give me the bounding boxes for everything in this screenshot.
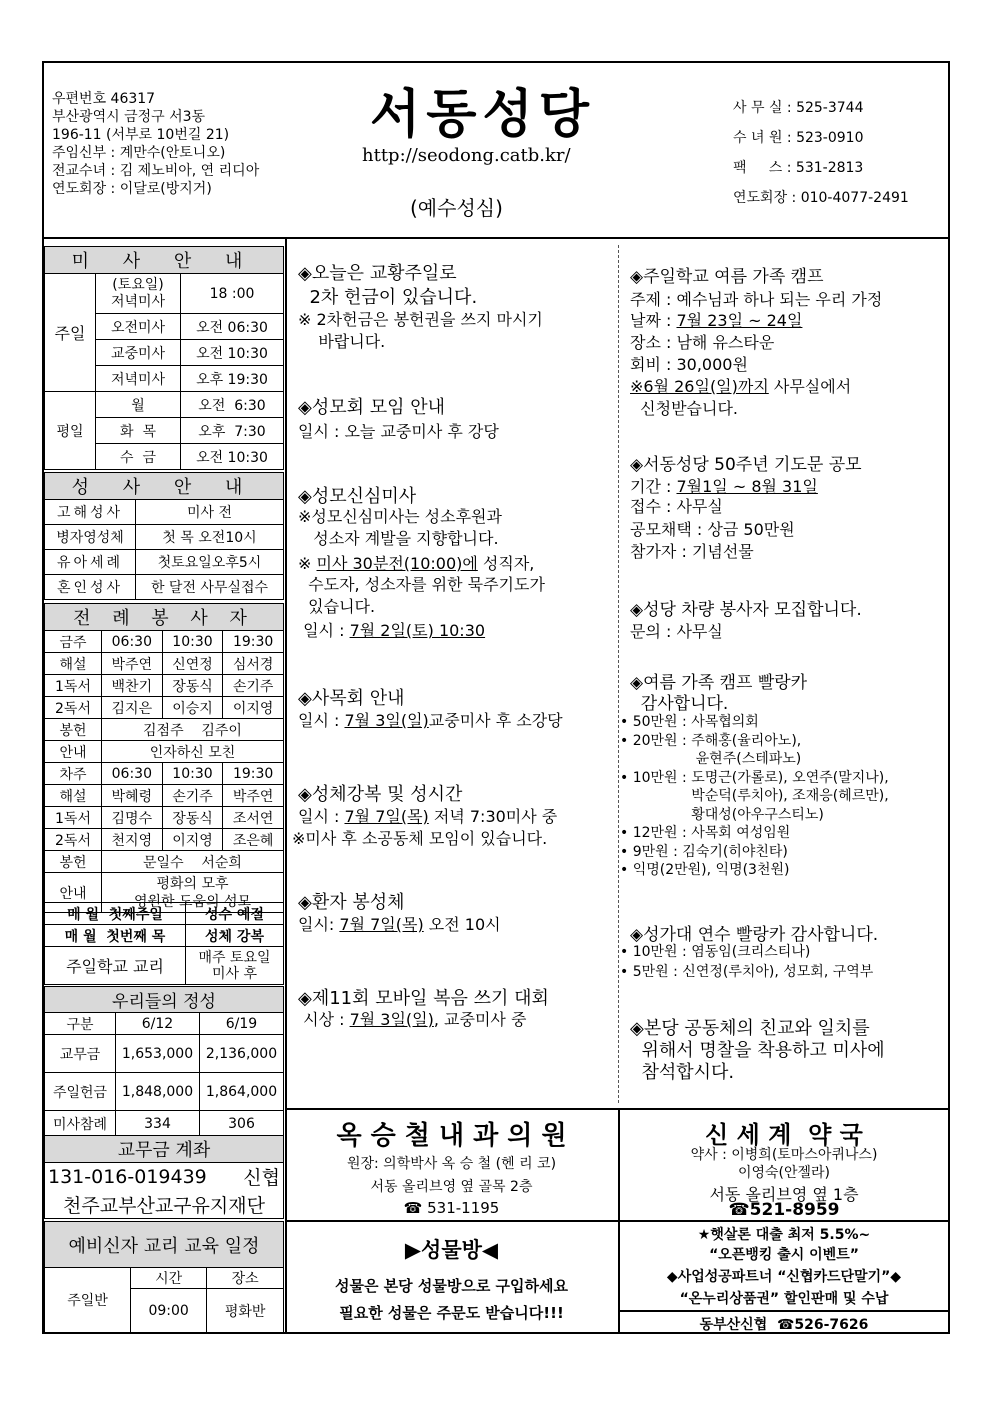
catechumen-title: 예비신자 교리 교육 일정 [45,1222,284,1268]
notice-body: 일시 : 오늘 교중미사 후 강당 [298,422,499,441]
offering-label: 주일헌금 [45,1073,116,1111]
feast-name: (예수성심) [410,196,503,220]
notice-underlined: 7월 2일(토) 10:30 [349,621,486,640]
class-time: 09:00 [131,1289,207,1333]
account-title: 교무금 계좌 [45,1136,284,1163]
servers-title: 전 례 봉 사 자 [45,604,284,631]
notice-text: 교중미사 후 소강당 [428,711,563,730]
server-name: 심서경 [223,653,284,675]
sacrament-title: 성 사 안 내 [45,473,284,500]
server-name: 박주연 [223,785,284,807]
server-name: 박주연 [102,653,163,675]
donor-item: • 익명(2만원), 익명(3천원) [620,862,790,878]
server-role: 안내 [45,741,102,763]
mass-time: 오전 10:30 [181,444,284,470]
notice-body: ※미사 후 소공동체 모임이 있습니다. [292,829,548,848]
contacts [733,93,909,213]
server-name: 천지영 [102,829,163,851]
sacrament-time: 첫토요일오후5시 [136,550,284,575]
server-name: 인자하신 모친 [102,741,284,763]
account-bank: 신협 [236,1163,283,1191]
sunday-school-label: 주일학교 교리 [45,947,186,985]
address-line1: 부산광역시 금정구 서3동 [52,109,206,125]
server-name: 이지영 [162,829,223,851]
donor-text: 익명(2만원), 익명(3천원) [632,862,790,878]
donor-text: 20만원 : 주해홍(율리아노), [632,732,802,749]
server-name: 06:30 [102,763,163,785]
chairman: 연도회장 : 이달로(방지거) [52,181,212,197]
offering-value: 2,136,000 [200,1035,284,1073]
liturgy-servers [44,603,284,913]
camp-apply [630,374,851,397]
mass-name: 저녁미사 [96,366,181,392]
notice-body: ※성모신심미사는 성소후원과 성소자 계발을 지향합니다. [298,507,502,548]
server-role: 1독서 [45,675,102,697]
notice-title: ◈여름 가족 캠프 빨랑카 감사합니다. [630,673,808,714]
donor-item: • 9만원 : 김숙기(히야친타) [620,843,788,860]
sunday-school-time: 매주 토요일 미사 후 [186,947,284,985]
mass-time: 오후 19:30 [181,366,284,392]
notice-underlined: 7월1일 ~ 8월 31일 [676,477,818,496]
offering-value: 1,653,000 [116,1035,200,1073]
server-name: 평화의 모후 영원한 도움의 성모 [102,873,284,913]
pharmacy-phone: ☎521-8959 [728,1200,840,1220]
offering-header: 6/19 [200,1013,284,1035]
mass-name: 오전미사 [96,314,181,340]
monthly-events [44,902,284,947]
camp-place: 장소 : 남해 유스타운 [630,333,775,352]
donor-item: • 10만원 : 염동임(크리스티나) [620,944,811,960]
sacrament-time: 한 달전 사무실접수 [136,575,284,600]
notice-underlined: ※6월 26일(일)까지 [630,377,769,396]
donor-item: • 20만원 : 주해홍(율리아노), [620,732,802,749]
camp-apply: 신청받습니다. [630,399,738,418]
offerings-table [44,986,284,1137]
sacrament-name: 고해성사 [45,500,136,525]
mass-time: 오전 06:30 [181,314,284,340]
notice-date [298,618,485,641]
mass-time: 오전 6:30 [181,392,284,418]
server-name: 19:30 [223,763,284,785]
mass-time: 18 :00 [181,274,284,314]
address-line2: 196-11 (서부로 10번길 21) [52,127,230,143]
notice-title: ◈환자 봉성체 [298,892,405,913]
donor-item: • 5만원 : 신연정(루치아), 성모회, 구역부 [620,964,874,980]
camp-date [630,308,802,331]
choir-donors [620,942,873,982]
credit-loan: ★햇살론 대출 최저 5.5%~ [697,1227,871,1243]
notice-text: 시상 : [298,1010,350,1029]
mass-name: (토요일) 저녁미사 [96,274,181,314]
sunday-school [44,946,284,985]
notice-title: ◈서동성당 50주년 기도문 공모 [630,455,862,475]
class-header: 장소 [207,1268,284,1289]
monthly-event-name: 성체 강복 [186,925,284,947]
shop-line1: 성물은 본당 성물방으로 구입하세요 [334,1277,569,1295]
credit-card: ◆사업성공파트너 “신협카드단말기”◆ [666,1269,902,1285]
server-role: 1독서 [45,807,102,829]
offering-value: 334 [116,1111,200,1137]
office-phone: 사 무 실 : 525-3744 [733,100,864,116]
mass-day: 월 [96,392,181,418]
divider [42,237,950,239]
website-link[interactable]: http://seodong.catb.kr/ [362,145,571,166]
donor-text: 12만원 : 사목회 여성임원 [632,825,791,841]
offering-label: 교무금 [45,1035,116,1073]
mass-day: 수 금 [96,444,181,470]
catechumen-schedule [44,1221,284,1333]
notice-underlined: 7월 3일(일) [349,1010,434,1029]
notice-body: ※ 2차헌금은 봉헌권을 쓰지 마시기 바랍니다. [298,310,543,351]
account-number: 131-016-019439 [45,1163,237,1191]
weekday-label: 평일 [45,392,96,470]
server-name: 조은혜 [223,829,284,851]
camp-fee: 회비 : 30,000원 [630,355,748,374]
notice-date [298,912,501,935]
offering-value: 1,864,000 [200,1073,284,1111]
server-role: 2독서 [45,829,102,851]
donor-text: 10만원 : 염동임(크리스티나) [632,944,811,960]
server-name: 문일수 서순희 [102,851,284,873]
convent-phone: 수 녀 원 : 523-0910 [733,130,864,146]
mass-name: 교중미사 [96,340,181,366]
shop-title: ▶성물방◀ [404,1238,499,1262]
donor-item: • 10만원 : 도명근(가롤로), 오연주(말지나), [620,769,889,786]
page-title: 서동성당 [370,85,595,145]
notice-body: 수도자, 성소자를 위한 묵주기도가 있습니다. [308,575,545,616]
pastor: 주임신부 : 계만수(안토니오) [52,145,226,161]
notice-underlined: 7월 7일(목) [339,915,424,934]
sacrament-guide [44,472,284,600]
donor-text: 50만원 : 사목협의회 [632,714,759,730]
server-name: 06:30 [102,631,163,653]
fax: 팩 스 : 531-2813 [733,160,864,176]
server-name: 이지영 [223,697,284,719]
pharmacist-1: 약사 : 이병희(토마스아퀴나스) [690,1147,878,1163]
parish-info [52,90,259,198]
notice-text: 기간 : [630,477,677,496]
mass-time: 오전 10:30 [181,340,284,366]
notice-title: ◈주일학교 여름 가족 캠프 [630,267,824,287]
mass-day: 화 목 [96,418,181,444]
notice-title: ◈제11회 모바일 복음 쓰기 대회 [298,988,549,1009]
credit-voucher: “온누리상품권” 할인판매 및 수납 [679,1291,889,1307]
notice-title: ◈성모신심미사 [298,486,417,507]
prayer-line: 접수 : 사무실 [630,497,723,516]
class-label: 주일반 [45,1268,131,1333]
donor-item [620,806,889,825]
divider [618,245,619,1103]
sacrament-name: 유아세례 [45,550,136,575]
mass-title: 미 사 안 내 [45,247,284,274]
sacrament-name: 병자영성체 [45,525,136,550]
sunday-label: 주일 [45,274,96,392]
clinic-director: 원장: 의학박사 옥 승 철 (헨 리 코) [346,1156,557,1172]
server-name: 김명수 [102,807,163,829]
notice-text: 성직자, [477,554,535,573]
offering-header: 6/12 [116,1013,200,1035]
notice-title: ◈사목회 안내 [298,688,405,709]
server-name: 19:30 [223,631,284,653]
notice-underlined: 미사 30분전(10:00)에 [316,554,478,573]
pharmacist-2: 이영숙(안젤라) [737,1165,831,1181]
notice-title: ◈오늘은 교황주일로 2차 헌금이 있습니다. [298,263,478,308]
notice-text: 일시 : [298,621,350,640]
notice-text: 사무실에서 [768,377,852,396]
notice-underlined: 7월 3일(일) [344,711,429,730]
notice-text: 날짜 : [630,311,677,330]
donor-text: 10만원 : 도명근(가롤로), 오연주(말지나), [632,769,889,786]
notice-title: ◈성가대 연수 빨랑카 감사합니다. [630,925,879,945]
notice-text: 일시: [298,915,340,934]
prayer-line: 참가자 : 기념선물 [630,542,754,561]
mass-schedule [44,246,284,470]
class-header: 시간 [131,1268,207,1289]
donor-item [620,750,889,769]
account-box [44,1135,284,1219]
server-name: 신연정 [162,653,223,675]
monthly-event-name: 성수 예절 [186,903,284,925]
clinic-address: 서동 올리브영 옆 골목 2층 [370,1179,533,1195]
server-name: 10:30 [162,763,223,785]
notice-date [298,1007,526,1030]
notice-title: ◈성당 차량 봉사자 모집합니다. [630,600,862,620]
server-name: 손기주 [162,785,223,807]
pharmacy-name: 신 세 계 약 국 [705,1121,863,1149]
donor-text: 황대성(아우구스티노) [628,806,824,823]
server-role: 봉헌 [45,851,102,873]
clinic-phone: ☎ 531-1195 [403,1199,500,1217]
server-role: 2독서 [45,697,102,719]
notice-underlined: 7월 23일 ~ 24일 [676,311,803,330]
server-name: 손기주 [223,675,284,697]
notice-pope-sunday [298,262,477,310]
donor-text: 윤현주(스테파노) [628,751,802,767]
server-role: 해설 [45,785,102,807]
notice-text: 저녁 7:30미사 중 [428,807,558,826]
notice-date [298,804,557,827]
shop-line2: 필요한 성물은 주문도 받습니다!!! [339,1304,564,1322]
pharmacy-address: 서동 올리브영 옆 1층 [709,1185,859,1204]
notice-text: ※ [298,554,317,573]
prayer-details [630,496,795,564]
offering-value: 306 [200,1111,284,1137]
server-name: 박혜령 [102,785,163,807]
notice-underlined: 7월 7일(목) [344,807,429,826]
server-name: 김지은 [102,697,163,719]
mass-time: 오후 7:30 [181,418,284,444]
server-name: 장동식 [162,807,223,829]
sacrament-time: 미사 전 [136,500,284,525]
notice-title: ◈성모회 모임 안내 [298,397,446,418]
offering-header: 구분 [45,1013,116,1035]
notice-title: ◈본당 공동체의 친교와 일치를 위해서 명찰을 착용하고 미사에 참석합시다. [630,1018,885,1083]
account-holder: 천주교부산교구유지재단 [45,1191,284,1219]
notice-text: 일시 : [298,711,345,730]
donor-list [620,713,889,880]
donor-text: 5만원 : 신연정(루치아), 성모회, 구역부 [632,964,874,980]
donor-item: • 50만원 : 사목협의회 [620,714,759,730]
notice-text: 일시 : [298,807,345,826]
server-name: 장동식 [162,675,223,697]
monthly-event: 매 월 첫째주일 [45,903,186,925]
server-name: 조서연 [223,807,284,829]
notice-body: 문의 : 사무실 [630,622,723,641]
donor-text: 박순덕(루치아), 조재응(헤르만), [628,788,889,804]
notice-text: 오전 10시 [423,915,501,934]
sacrament-time: 첫 목 오전10시 [136,525,284,550]
postal-code: 우편번호 46317 [52,91,156,107]
server-name: 10:30 [162,631,223,653]
offering-label: 미사참례 [45,1111,116,1137]
offerings-title: 우리들의 정성 [45,987,284,1013]
server-name: 이승지 [162,697,223,719]
donor-text: 9만원 : 김숙기(히야친타) [632,843,788,860]
notice-text: , 교중미사 중 [433,1010,527,1029]
offering-value: 1,848,000 [116,1073,200,1111]
notice-title: ◈성체강복 및 성시간 [298,784,463,805]
credit-event: “오픈뱅킹 출시 이벤트” [709,1247,859,1263]
donor-item: • 12만원 : 사목회 여성임원 [620,825,791,841]
clinic-name: 옥 승 철 내 과 의 원 [336,1121,567,1151]
sisters: 전교수녀 : 김 제노비아, 연 리디아 [52,163,260,179]
divider [285,1220,950,1222]
credit-contact: 동부산신협 ☎526-7626 [699,1317,869,1333]
server-name: 김점주 김주이 [102,719,284,741]
server-role: 해설 [45,653,102,675]
server-role: 봉헌 [45,719,102,741]
notice-date [298,708,563,731]
notice-body [298,551,534,574]
class-place: 평화반 [207,1289,284,1333]
prayer-line: 공모채택 : 상금 50만원 [630,519,795,539]
camp-theme: 주제 : 예수님과 하나 되는 우리 가정 [630,290,883,309]
sacrament-name: 혼인성사 [45,575,136,600]
server-role: 차주 [45,763,102,785]
monthly-event: 매 월 첫번째 목 [45,925,186,947]
server-role: 금주 [45,631,102,653]
divider [618,1310,950,1312]
donor-item [620,787,889,806]
prayer-period [630,474,818,497]
server-name: 백찬기 [102,675,163,697]
chairman-phone: 연도회장 : 010-4077-2491 [733,190,909,206]
server-role: 안내 [45,873,102,913]
